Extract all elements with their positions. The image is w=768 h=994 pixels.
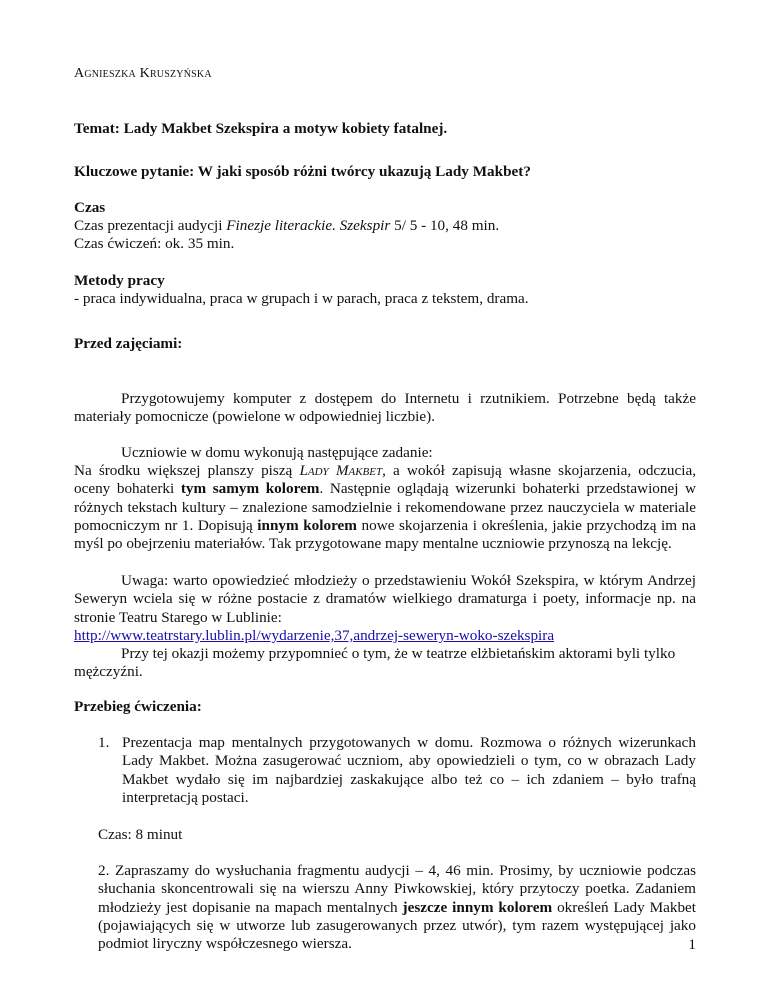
- teatr-stary-link[interactable]: http://www.teatrstary.lublin.pl/wydarzenie,37,andrzej-seweryn-woko-szekspira: [74, 627, 555, 644]
- key-question: Kluczowe pytanie: W jaki sposób różni twórcy ukazują Lady Makbet?: [74, 163, 531, 180]
- audition-title: Finezje literackie. Szekspir: [226, 217, 391, 234]
- author-name: Agnieszka Kruszyńska: [74, 66, 212, 81]
- methods-text: - praca indywidualna, praca w grupach i w parach, praca z tekstem, drama.: [74, 290, 529, 307]
- page-number: 1: [688, 936, 696, 953]
- before-heading: Przed zajęciami:: [74, 335, 183, 352]
- course-heading: Przebieg ćwiczenia:: [74, 698, 202, 715]
- list-item-1-number: 1.: [98, 734, 110, 751]
- before-task-intro: Uczniowie w domu wykonują następujące zadanie:: [121, 444, 433, 461]
- before-paragraph-1: Przygotowujemy komputer z dostępem do Internetu i rzutnikiem. Potrzebne będą także materiały pomocnicze (powielone w odpowiedniej liczbie).: [74, 390, 696, 426]
- before-note-2: Przy tej okazji możemy przypomnieć o tym, że w teatrze elżbietańskim aktorami byli tylko mężczyźni.: [74, 645, 676, 681]
- list-item-2-text: 2. Zapraszamy do wysłuchania fragmentu audycji – 4, 46 min. Prosimy, by uczniowie podczas słuchania skoncentrowali się na wierszu Anny Piwkowskiej, który przytoczy poetka. Zadaniem młodzieży jest dopisanie na mapach mentalnych jeszcze innym kolorem określeń Lady Makbet (pojawiających się w utworze lub zasugerowanych przez utwór), tym razem występującej jako podmiot liryczny współczesnego wiersza.: [98, 862, 696, 953]
- time-heading: Czas: [74, 199, 106, 216]
- methods-heading: Metody pracy: [74, 272, 165, 289]
- list-item-1-text: Prezentacja map mentalnych przygotowanych w domu. Rozmowa o różnych wizerunkach Lady Makbet. Można zasugerować uczniom, aby opowiedzieli o tym, co w obrazach Lady Makbet wydało się im najbardziej zaskakujące albo też co – ich zdaniem – było trafną interpretacją postaci.: [122, 734, 696, 806]
- lady-makbet-title: Lady Makbet: [299, 462, 383, 479]
- time-item-1: Czas: 8 minut: [98, 826, 183, 843]
- list-item-1: [98, 734, 696, 807]
- topic-title: Temat: Lady Makbet Szekspira a motyw kobiety fatalnej.: [74, 120, 448, 137]
- time-line-2: Czas ćwiczeń: ok. 35 min.: [74, 235, 235, 252]
- before-note: Uwaga: warto opowiedzieć młodzieży o przedstawieniu Wokół Szekspira, w którym Andrzej Seweryn wciela się w różne postacie z dramatów wielkiego dramaturga i poety, informacje np. na stronie Teatru Starego w Lublinie:: [74, 572, 696, 626]
- time-line-1: Czas prezentacji audycji Finezje literackie. Szekspir 5/ 5 - 10, 48 min.: [74, 217, 500, 234]
- before-task-description: Na środku większej planszy piszą Lady Makbet, a wokół zapisują własne skojarzenia, odczucia, oceny bohaterki tym samym kolorem. Następnie oglądają wizerunki bohaterki przedstawionej w różnych tekstach kultury – znalezione samodzielnie i rekomendowane przez nauczyciela w materiale pomocniczym nr 1. Dopisują innym kolorem nowe skojarzenia i określenia, jakie przychodzą im na myśl po obejrzeniu materiałów. Tak przygotowane mapy mentalne uczniowie przynoszą na lekcję.: [74, 462, 697, 553]
